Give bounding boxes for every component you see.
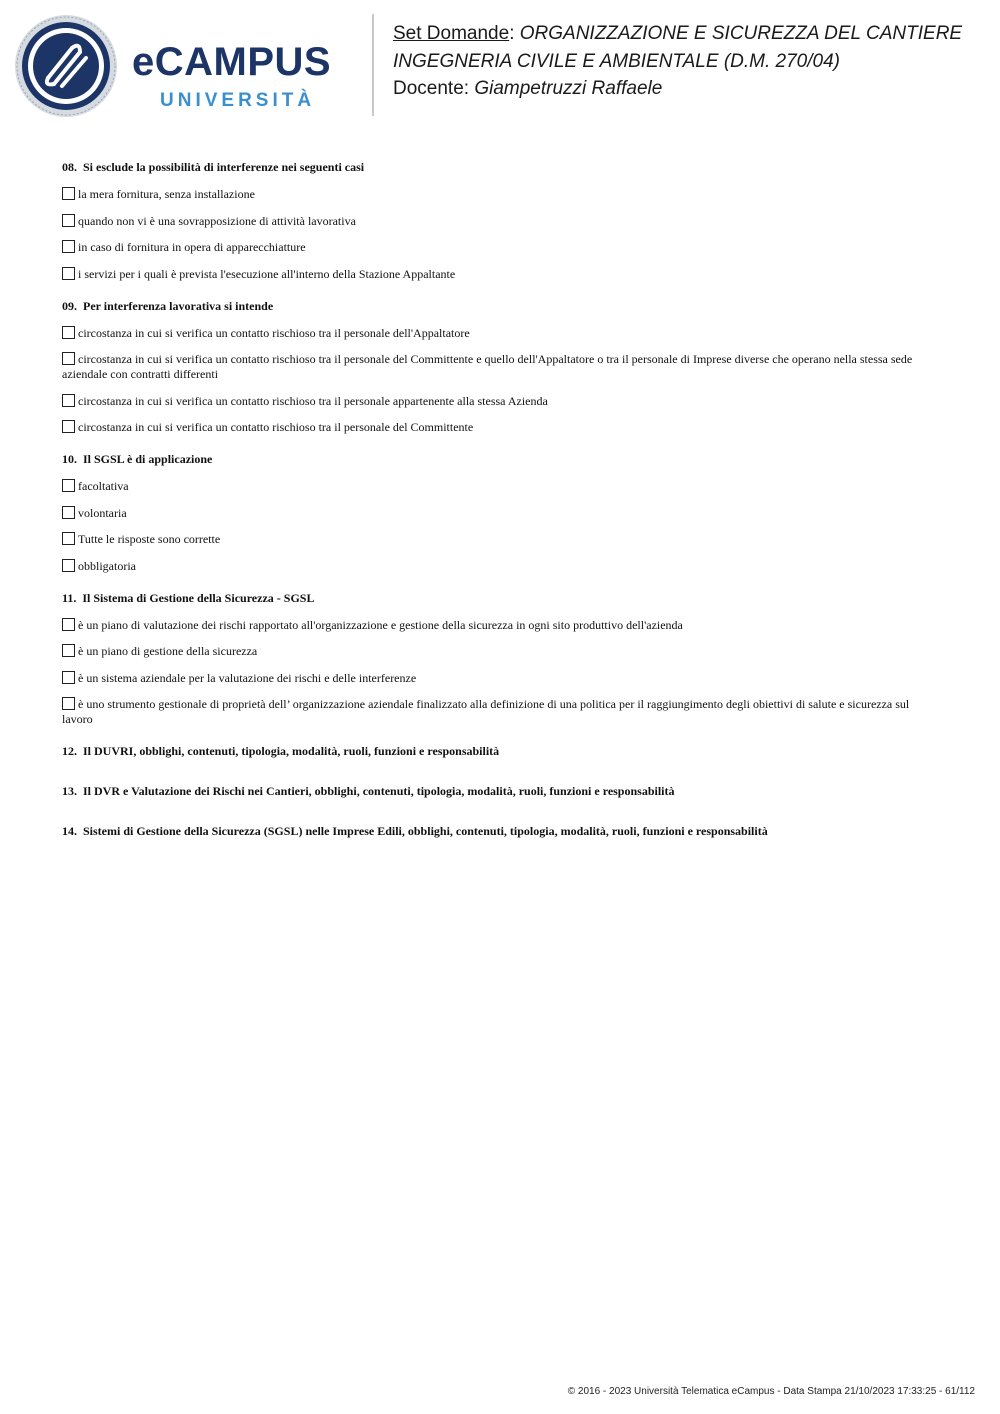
header-info bbox=[393, 20, 962, 103]
checkbox[interactable] bbox=[62, 559, 75, 572]
answer-option[interactable] bbox=[62, 506, 928, 521]
answer-text: obbligatoria bbox=[78, 558, 136, 573]
answer-option[interactable] bbox=[62, 644, 928, 659]
checkbox[interactable] bbox=[62, 214, 75, 227]
question-number: 12. bbox=[62, 744, 77, 758]
checkbox[interactable] bbox=[62, 420, 75, 433]
question-text: Il DUVRI, obblighi, contenuti, tipologia, modalità, ruoli, funzioni e responsabilità bbox=[83, 744, 500, 758]
checkbox[interactable] bbox=[62, 618, 75, 631]
answer-text: è un piano di valutazione dei rischi rapportato all'organizzazione e gestione della sicurezza in ogni sito produttivo dell'azienda bbox=[78, 617, 683, 632]
answer-text: in caso di fornitura in opera di apparecchiatture bbox=[78, 240, 306, 254]
question-text: Il Sistema di Gestione della Sicurezza - SGSL bbox=[82, 590, 315, 605]
answer-text: circostanza in cui si verifica un contatto rischioso tra il personale appartenente alla stessa Azienda bbox=[78, 393, 548, 408]
checkbox[interactable] bbox=[62, 671, 75, 684]
answer-text: facoltativa bbox=[78, 479, 129, 493]
answer-option[interactable] bbox=[62, 618, 928, 633]
set-label: Set Domande bbox=[393, 23, 510, 44]
question-12 bbox=[62, 744, 928, 759]
question-number: 10. bbox=[62, 452, 77, 466]
checkbox[interactable] bbox=[62, 532, 75, 545]
ecampus-logo bbox=[14, 14, 359, 118]
answer-option[interactable] bbox=[62, 240, 928, 255]
teacher-label: Docente: bbox=[393, 78, 470, 99]
answer-text: volontaria bbox=[78, 505, 127, 520]
question-10 bbox=[62, 452, 928, 574]
question-text: Si esclude la possibilità di interferenze nei seguenti casi bbox=[83, 160, 365, 174]
question-number: 09. bbox=[62, 298, 77, 313]
answer-text: è un piano di gestione della sicurezza bbox=[78, 644, 258, 658]
answer-text: circostanza in cui si verifica un contatto rischioso tra il personale del Committente e quello dell'Appaltatore o tra il personale di Imprese diverse che operano nella stessa sede aziendale con contratti differenti bbox=[62, 352, 913, 381]
question-text: Per interferenza lavorativa si intende bbox=[83, 298, 274, 313]
question-text: Il DVR e Valutazione dei Rischi nei Cantieri, obblighi, contenuti, tipologia, modalità, ruoli, funzioni e responsabilità bbox=[83, 784, 675, 798]
answer-option[interactable] bbox=[62, 532, 928, 547]
checkbox[interactable] bbox=[62, 506, 75, 519]
question-09 bbox=[62, 299, 928, 436]
question-number: 13. bbox=[62, 784, 77, 798]
answer-option[interactable] bbox=[62, 394, 928, 409]
question-number: 11. bbox=[62, 590, 77, 605]
logo-subtitle: UNIVERSITÀ bbox=[160, 90, 316, 111]
checkbox[interactable] bbox=[62, 352, 75, 365]
answer-option[interactable] bbox=[62, 671, 928, 686]
checkbox[interactable] bbox=[62, 697, 75, 710]
answer-option[interactable] bbox=[62, 420, 928, 435]
logo-wordmark: eCAMPUS bbox=[132, 40, 332, 84]
question-number: 08. bbox=[62, 160, 77, 174]
page-header bbox=[0, 0, 1000, 130]
question-number: 14. bbox=[62, 824, 77, 838]
checkbox[interactable] bbox=[62, 267, 75, 280]
degree-program: INGEGNERIA CIVILE E AMBIENTALE (D.M. 270/04) bbox=[393, 50, 840, 72]
question-text: Sistemi di Gestione della Sicurezza (SGSL) nelle Imprese Edili, obblighi, contenuti, tipologia, modalità, ruoli, funzioni e responsabilità bbox=[83, 824, 768, 838]
question-13 bbox=[62, 784, 928, 799]
answer-text: è uno strumento gestionale di proprietà dell’ organizzazione aziendale finalizzato alla definizione di una politica per il raggiungimento degli obiettivi di salute e sicurezza sul lavoro bbox=[62, 697, 910, 726]
checkbox[interactable] bbox=[62, 644, 75, 657]
question-14 bbox=[62, 824, 928, 839]
question-text: Il SGSL è di applicazione bbox=[83, 452, 213, 466]
answer-option[interactable] bbox=[62, 326, 928, 341]
answer-option[interactable] bbox=[62, 479, 928, 494]
checkbox[interactable] bbox=[62, 326, 75, 339]
header-divider bbox=[372, 14, 374, 116]
answer-text: Tutte le risposte sono corrette bbox=[78, 532, 221, 546]
answer-option[interactable] bbox=[62, 214, 928, 229]
question-08 bbox=[62, 160, 928, 282]
answer-text: circostanza in cui si verifica un contatto rischioso tra il personale dell'Appaltatore bbox=[78, 325, 470, 340]
answer-option[interactable] bbox=[62, 187, 928, 202]
answer-option[interactable] bbox=[62, 267, 928, 282]
checkbox[interactable] bbox=[62, 479, 75, 492]
answer-option[interactable] bbox=[62, 697, 928, 727]
answer-text: quando non vi è una sovrapposizione di attività lavorativa bbox=[78, 213, 356, 228]
checkbox[interactable] bbox=[62, 240, 75, 253]
checkbox[interactable] bbox=[62, 187, 75, 200]
answer-text: i servizi per i quali è prevista l'esecuzione all'interno della Stazione Appaltante bbox=[78, 266, 456, 281]
answer-text: circostanza in cui si verifica un contatto rischioso tra il personale del Committente bbox=[78, 420, 474, 434]
answer-list bbox=[62, 479, 928, 574]
question-11 bbox=[62, 591, 928, 728]
teacher-name: Giampetruzzi Raffaele bbox=[474, 78, 663, 99]
course-title-line: Set Domande: ORGANIZZAZIONE E SICUREZZA DEL CANTIERE bbox=[393, 23, 963, 44]
answer-option[interactable] bbox=[62, 352, 928, 382]
answer-text: la mera fornitura, senza installazione bbox=[78, 187, 255, 201]
course-name: ORGANIZZAZIONE E SICUREZZA DEL CANTIERE bbox=[519, 23, 963, 44]
answer-option[interactable] bbox=[62, 559, 928, 574]
answer-list bbox=[62, 187, 928, 282]
question-list bbox=[62, 160, 928, 864]
page-footer: © 2016 - 2023 Università Telematica eCampus - Data Stampa 21/10/2023 17:33:25 - 61/112 bbox=[567, 1386, 975, 1397]
answer-list bbox=[62, 326, 928, 436]
answer-list bbox=[62, 618, 928, 728]
checkbox[interactable] bbox=[62, 394, 75, 407]
teacher-line bbox=[393, 75, 962, 103]
answer-text: è un sistema aziendale per la valutazione dei rischi e delle interferenze bbox=[78, 670, 417, 685]
university-seal-icon bbox=[14, 14, 118, 118]
